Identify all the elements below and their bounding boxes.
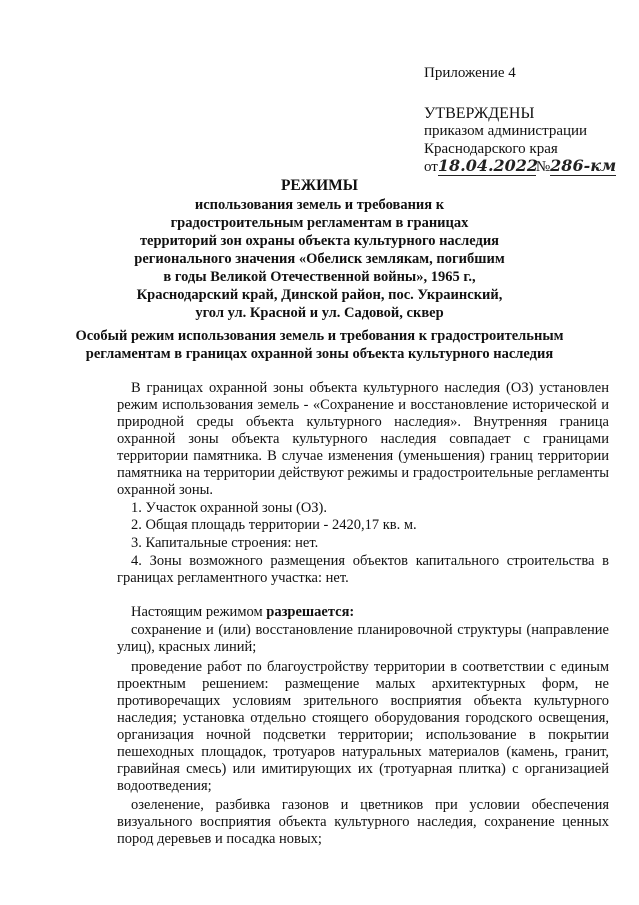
title-line-5: в годы Великой Отечественной войны», 1965 г., <box>163 269 476 285</box>
order-date-line <box>424 156 616 177</box>
approved-label: УТВЕРЖДЕНЫ <box>424 105 535 122</box>
appendix-label: Приложение 4 <box>424 65 516 81</box>
permitted-paragraph-3: озеленение, разбивка газонов и цветников при условии обеспечения визуального восприятия объекта культурного наследия, сохранение ценных пород деревьев и посадка новых; <box>117 797 609 847</box>
list-item-1: 1. Участок охранной зоны (ОЗ). <box>131 500 328 516</box>
title-line-6: Краснодарский край, Динской район, пос. Украинский, <box>136 287 503 303</box>
section-heading-line-1: Особый режим использования земель и требования к градостроительным <box>75 328 564 344</box>
permitted-paragraph-1: сохранение и (или) восстановление планировочной структуры (направление улиц), красных линий; <box>117 622 609 655</box>
title-line-1: использования земель и требования к <box>194 197 445 213</box>
section-heading-line-2: регламентам в границах охранной зоны объекта культурного наследия <box>85 346 554 362</box>
permitted-lead-bold: разрешается: <box>266 604 355 620</box>
title-line-4: регионального значения «Обелиск землякам, погибшим <box>134 251 505 267</box>
title-line-2: градостроительным регламентам в границах <box>170 215 469 231</box>
title-line-7: угол ул. Красной и ул. Садовой, сквер <box>195 305 444 321</box>
title-line-3: территорий зон охраны объекта культурного наследия <box>139 233 500 249</box>
permitted-lead <box>131 604 354 621</box>
list-item-3: 3. Капитальные строения: нет. <box>131 535 319 551</box>
intro-paragraph: В границах охранной зоны объекта культурного наследия (ОЗ) установлен режим использования земель - «Сохранение и восстановление исторической и природной среды объекта культурного наследия». Внутренняя граница охранной зоны объекта культурного наследия совпадает с границами территории памятника. В случае изменения (уменьшения) границ территории памятника на территории действуют режимы и градостроительные регламенты охранной зоны. <box>117 380 609 498</box>
handwritten-date: 18.04.2022 <box>437 156 539 175</box>
document-title: РЕЖИМЫ <box>280 177 359 194</box>
order-line-2: Краснодарского края <box>424 141 558 157</box>
order-line-1: приказом администрации <box>424 123 588 139</box>
handwritten-number: 286-км <box>550 156 617 175</box>
permitted-lead-text: Настоящим режимом <box>131 604 263 620</box>
date-prefix: от <box>424 159 438 175</box>
number-sign: № <box>535 159 551 175</box>
permitted-paragraph-2: проведение работ по благоустройству территории в соответствии с единым проектным решением: размещение малых архитектурных форм, не противоречащих условиям зрительного восприятия объекта культурного наследия; установка отдельно стоящего оборудования городского освещения, организация ночной подсветки территории; использование в покрытии пешеходных площадок, тротуаров натуральных материалов (камень, гранит, гравийная смесь) или имитирующих их (тротуарная плитка) с организацией водоотведения; <box>117 659 609 794</box>
list-item-2: 2. Общая площадь территории - 2420,17 кв. м. <box>131 517 417 533</box>
list-item-4: 4. Зоны возможного размещения объектов капитального строительства в границах регламентного участка: нет. <box>117 553 609 586</box>
